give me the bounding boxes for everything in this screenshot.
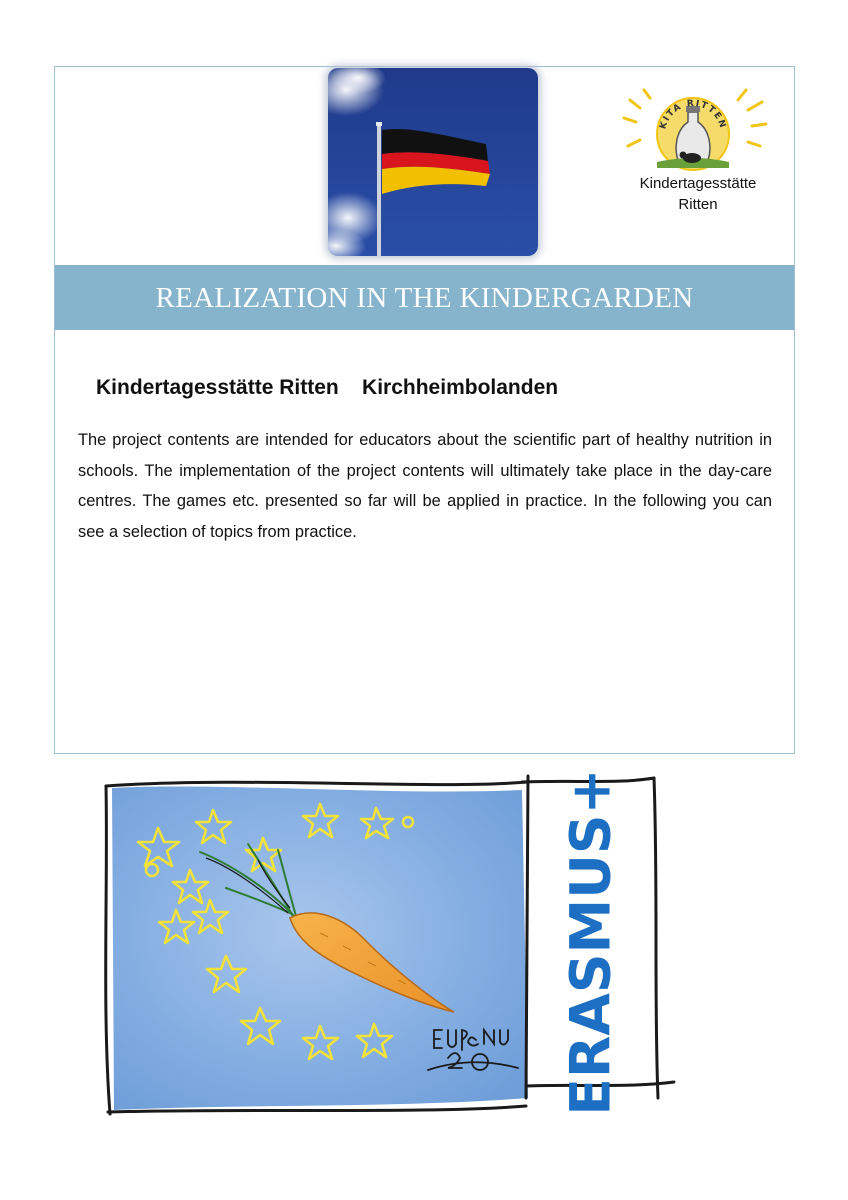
project-description-paragraph: The project contents are intended for educators about the scientific part of healthy nutrition in schools. The implementation of the project contents will ultimately take place in the day-care centres. The games etc. presented so far will be applied in practice. In the following you can see a selection of topics from practice. (78, 431, 772, 541)
erasmus-plus-label (521, 768, 661, 1116)
section-title-bar: REALIZATION IN THE KINDERGARDEN (55, 265, 794, 330)
logo-arc-text: KITA RITTEN (658, 98, 728, 131)
erasmus-plus-text: ERASMUS+ (559, 768, 623, 1116)
logo-caption (608, 173, 788, 215)
logo-caption-line2: Ritten (678, 196, 718, 213)
german-flag-photo (328, 68, 538, 256)
svg-text:KITA RITTEN (658, 99, 727, 131)
kindergarten-heading: Kindertagesstätte Ritten Kirchheimbolanden (96, 376, 559, 399)
logo-caption-line1: Kindertagesstätte (639, 175, 757, 192)
